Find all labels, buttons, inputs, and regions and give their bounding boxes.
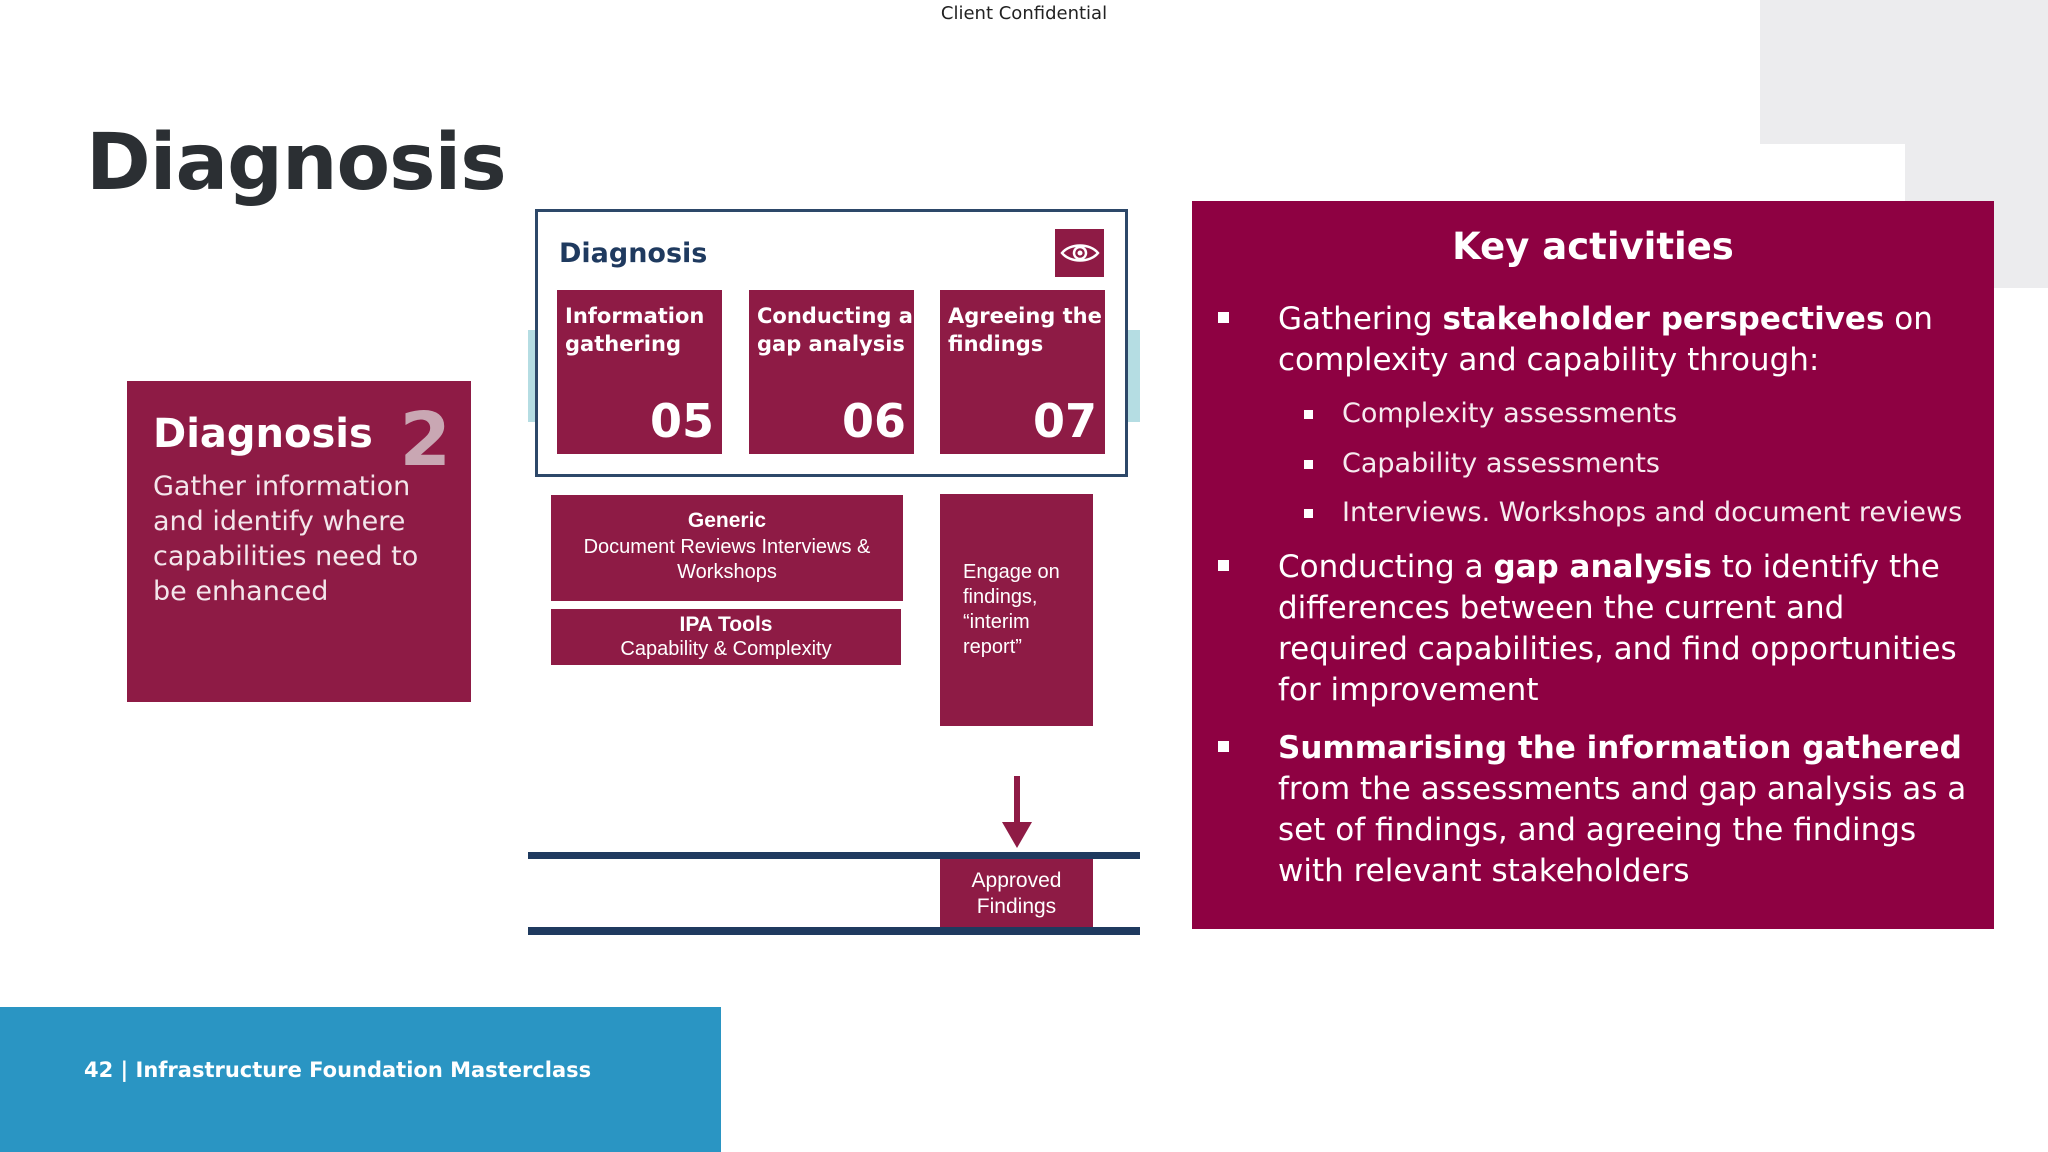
- diagram-label: Diagnosis: [559, 238, 708, 269]
- bullet-item: [1278, 547, 1978, 711]
- bullet-square-icon: [1218, 312, 1229, 323]
- bullet-square-icon: [1218, 560, 1229, 571]
- step-card: [940, 290, 1105, 454]
- confidential-label: Client Confidential: [940, 3, 1108, 24]
- bullet-bold-text: gap analysis: [1493, 549, 1712, 585]
- generic-methods-box: [551, 495, 903, 601]
- bullet-text: to identify the differences between the current and required capabilities, and find opportunities for improvement: [1278, 549, 1957, 708]
- generic-text: Document Reviews Interviews & Workshops: [583, 536, 871, 583]
- step-label: Conducting a gap analysis: [757, 304, 913, 356]
- footer-separator: |: [120, 1058, 129, 1082]
- bullet-text: from the assessments and gap analysis as a set of findings, and agreeing the findings with relevant stakeholders: [1278, 771, 1967, 889]
- ipa-tools-box: [551, 609, 901, 665]
- sub-bullet-item: [1342, 446, 1962, 482]
- engage-box: Engage on findings, “interim report”: [940, 494, 1093, 726]
- step-label: Information gathering: [565, 304, 705, 356]
- eye-icon: [1055, 229, 1104, 277]
- bullet-square-icon: [1304, 460, 1313, 469]
- sub-bullet-text: Interviews. Workshops and document reviews: [1342, 497, 1963, 528]
- key-activities-title: Key activities: [1452, 225, 1734, 268]
- arrow-down-icon: [998, 776, 1036, 850]
- bullet-item: [1278, 299, 1968, 381]
- approved-findings-box: Approved Findings: [940, 859, 1093, 927]
- bullet-item: [1278, 728, 1978, 892]
- footer-text: [84, 1058, 591, 1082]
- bullet-square-icon: [1304, 509, 1313, 518]
- divider-line: [528, 852, 1140, 859]
- sub-bullet-item: [1342, 396, 1962, 432]
- ipa-title: IPA Tools: [679, 613, 773, 636]
- phase-card: [127, 381, 471, 702]
- step-number: 07: [1032, 394, 1097, 448]
- key-activities-panel: [1192, 201, 1994, 929]
- page-number: 42: [84, 1058, 114, 1082]
- bullet-square-icon: [1218, 741, 1229, 752]
- divider-line: [528, 927, 1140, 935]
- step-card: [749, 290, 914, 454]
- step-label: Agreeing the findings: [948, 304, 1102, 356]
- step-number: 06: [841, 394, 906, 448]
- bullet-text: on complexity and capability through:: [1278, 301, 1933, 378]
- sub-bullet-item: [1342, 495, 1972, 531]
- bullet-text: Conducting a: [1278, 549, 1494, 585]
- step-card: [557, 290, 722, 454]
- footer-title: Infrastructure Foundation Masterclass: [135, 1058, 592, 1082]
- ipa-text: Capability & Complexity: [620, 638, 832, 660]
- sub-bullet-text: Complexity assessments: [1342, 398, 1678, 429]
- sub-bullet-text: Capability assessments: [1342, 448, 1660, 479]
- phase-number: 2: [399, 397, 451, 483]
- bullet-text: Gathering: [1278, 301, 1443, 337]
- generic-title: Generic: [687, 509, 767, 532]
- bullet-bold-text: stakeholder perspectives: [1442, 301, 1885, 337]
- phase-description: Gather information and identify where capabilities need to be enhanced: [153, 471, 419, 607]
- phase-title: Diagnosis: [153, 411, 373, 457]
- slide-title: Diagnosis: [86, 118, 506, 208]
- corner-decoration: [1760, 0, 2048, 144]
- bullet-bold-text: Summarising the information gathered: [1278, 730, 1962, 766]
- step-number: 05: [649, 394, 714, 448]
- bullet-square-icon: [1304, 410, 1313, 419]
- footer-bar: [0, 1007, 721, 1152]
